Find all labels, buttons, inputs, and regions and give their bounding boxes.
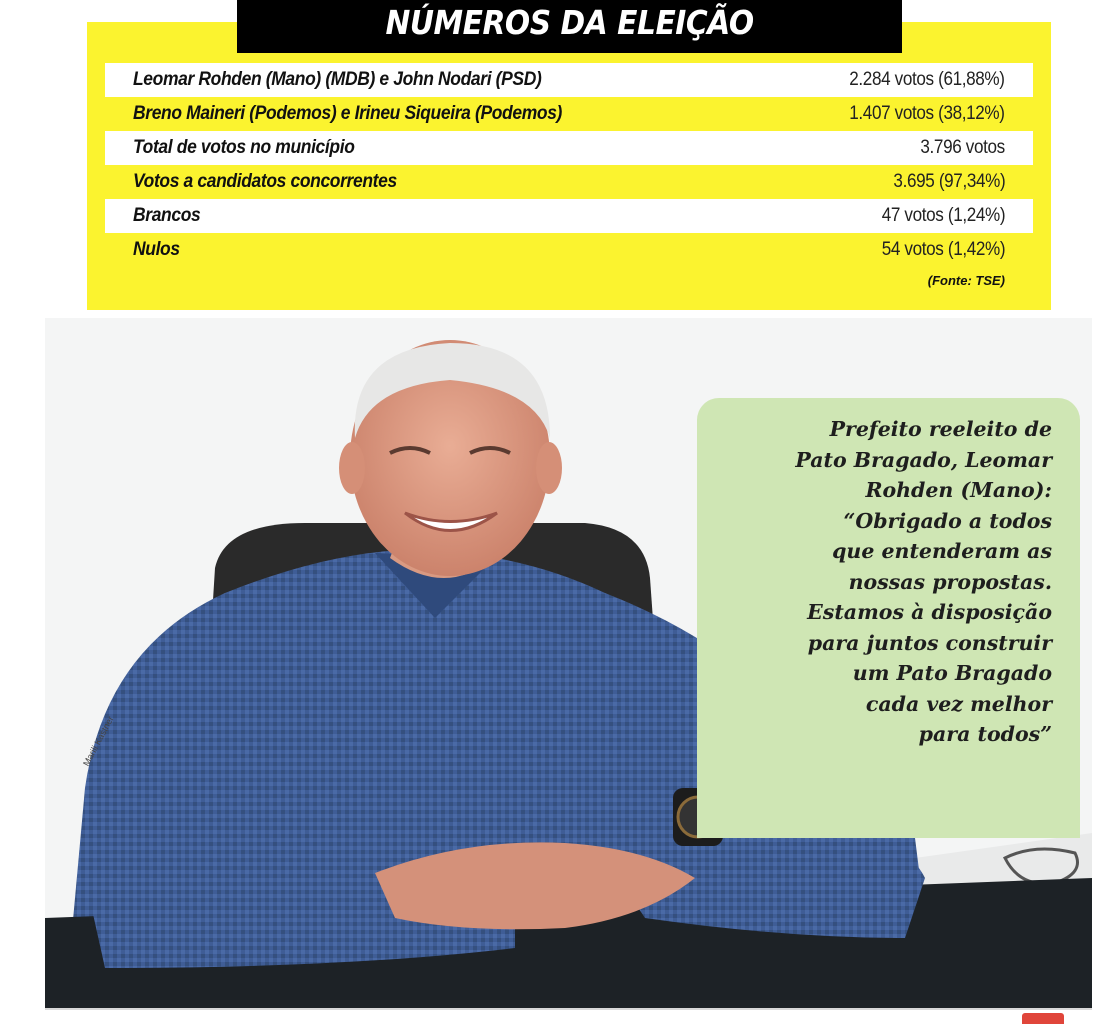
photo-credit: Marili Kastner [81, 714, 116, 768]
results-row [105, 199, 1033, 233]
quote-line: “Obrigado a todos [843, 508, 1052, 533]
quote-line: para juntos construir [807, 630, 1052, 655]
results-row [105, 165, 1033, 199]
row-value: 54 votos (1,42%) [881, 239, 1005, 260]
row-label: Nulos [133, 239, 180, 260]
row-label: Leomar Rohden (Mano) (MDB) e John Nodari (PSD) [133, 69, 542, 90]
section-title-text: NÚMEROS DA ELEIÇÃO [385, 3, 754, 42]
row-label: Total de votos no município [133, 137, 355, 158]
quote-line: Prefeito reeleito de [829, 417, 1052, 441]
row-value: 3.796 votos [920, 137, 1005, 158]
quote-line: um Pato Bragado [852, 661, 1052, 685]
quote-line: Estamos à disposição [807, 600, 1052, 624]
row-value: 3.695 (97,34%) [893, 171, 1005, 192]
results-row [105, 97, 1033, 131]
results-row [105, 63, 1033, 97]
source-note: (Fonte: TSE) [927, 273, 1005, 288]
page-corner-mark [1022, 1013, 1064, 1024]
row-value: 47 votos (1,24%) [881, 205, 1005, 226]
results-row [105, 233, 1033, 267]
results-row [105, 131, 1033, 165]
quote-box [697, 398, 1080, 838]
quote-line: que entenderam as [832, 539, 1052, 563]
quote-text [712, 414, 1052, 750]
quote-line: para todos” [918, 722, 1052, 746]
page-divider [45, 1008, 1092, 1010]
row-label: Breno Maineri (Podemos) e Irineu Siqueira (Podemos) [133, 103, 563, 124]
row-value: 2.284 votos (61,88%) [849, 69, 1005, 90]
quote-line: cada vez melhor [865, 691, 1052, 716]
quote-line: Pato Bragado, Leomar [795, 447, 1052, 472]
row-label: Votos a candidatos concorrentes [133, 171, 397, 192]
quote-line: nossas propostas. [848, 569, 1052, 594]
quote-line: Rohden (Mano): [865, 478, 1052, 502]
section-title [237, 0, 902, 53]
results-table [105, 63, 1033, 267]
row-label: Brancos [133, 205, 201, 226]
row-value: 1.407 votos (38,12%) [849, 103, 1005, 124]
